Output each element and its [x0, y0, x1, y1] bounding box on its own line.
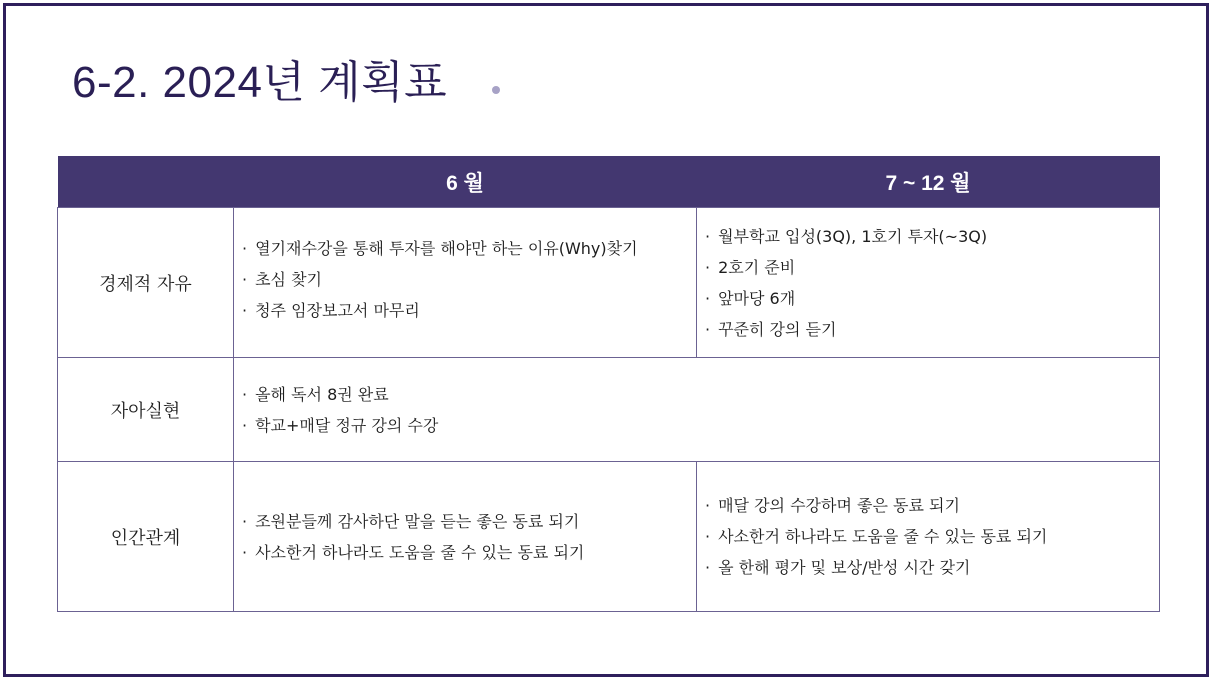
- table-row-relationships: [58, 462, 1160, 612]
- self-realization-cell: [234, 358, 1160, 462]
- header-june: 6 월: [234, 157, 697, 208]
- row-category: 인간관계: [58, 462, 234, 612]
- list-item: · 조원분들께 감사하단 말을 듣는 좋은 동료 되기: [242, 511, 580, 531]
- table-row-self-realization: [58, 358, 1160, 462]
- list-item: · 매달 강의 수강하며 좋은 동료 되기: [705, 496, 960, 515]
- table-header-row: [58, 157, 1160, 208]
- list-item: · 청주 임장보고서 마무리: [242, 301, 420, 320]
- list-item: · 꾸준히 강의 듣기: [705, 319, 837, 339]
- page-title: 6-2. 2024년 계획표: [72, 58, 448, 107]
- header-corner: [58, 157, 234, 208]
- relationships-later-cell: [697, 462, 1160, 612]
- plan-table: [57, 156, 1160, 612]
- list-item: · 올해 독서 8권 완료: [242, 384, 389, 404]
- list-item: · 올 한해 평가 및 보상/반성 시간 갖기: [705, 558, 971, 577]
- relationships-june-cell: [234, 462, 697, 612]
- title-accent-dot: [492, 86, 500, 94]
- list-item: · 학교+매달 정규 강의 수강: [242, 415, 439, 435]
- economic-later-cell: [697, 208, 1160, 358]
- list-item: · 열기재수강을 통해 투자를 해야만 하는 이유(Why)찾기: [242, 239, 638, 258]
- list-item: · 사소한거 하나라도 도움을 줄 수 있는 동료 되기: [242, 542, 585, 562]
- economic-june-cell: [234, 208, 697, 358]
- list-item: · 2호기 준비: [705, 257, 796, 277]
- header-jul-dec: 7 ~ 12 월: [697, 157, 1160, 208]
- list-item: · 초심 찾기: [242, 270, 323, 289]
- list-item: · 월부학교 입성(3Q), 1호기 투자(~3Q): [705, 226, 988, 246]
- table-row-economic-freedom: [58, 208, 1160, 358]
- row-category: 자아실현: [58, 358, 234, 462]
- row-category: 경제적 자유: [58, 208, 234, 358]
- list-item: · 사소한거 하나라도 도움을 줄 수 있는 동료 되기: [705, 527, 1048, 546]
- list-item: · 앞마당 6개: [705, 288, 796, 308]
